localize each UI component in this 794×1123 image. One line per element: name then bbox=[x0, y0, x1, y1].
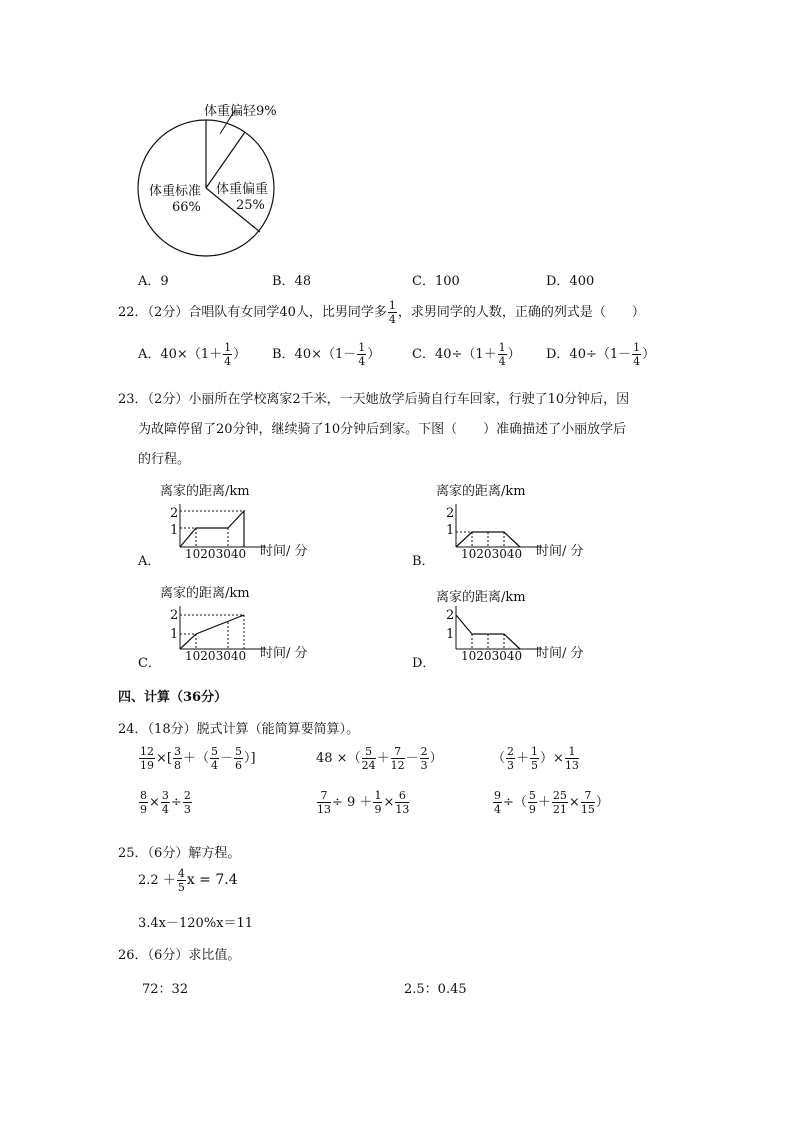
graph-c-ytick-1: 1 bbox=[170, 627, 179, 642]
graph-b-ytick-1: 1 bbox=[446, 523, 455, 538]
graph-c-line bbox=[180, 615, 244, 649]
q26-title: 26．（6分）求比值。 bbox=[118, 948, 241, 963]
graph-a-line bbox=[180, 511, 244, 547]
graph-b-ytick-2: 2 bbox=[446, 506, 455, 521]
graph-d-ytick-1: 1 bbox=[446, 627, 455, 642]
pie-label-light: 体重偏轻9% bbox=[204, 104, 277, 119]
graph-a-option: A． bbox=[138, 554, 161, 569]
graph-d-option: D． bbox=[412, 656, 436, 671]
q25-equation-2: 3.4x－120%x＝11 bbox=[138, 916, 254, 931]
graph-b-ylabel: 离家的距离/km bbox=[436, 484, 526, 499]
graph-c-ylabel: 离家的距离/km bbox=[160, 586, 250, 601]
q21-option-d: D．400 bbox=[546, 274, 595, 289]
graph-a-ylabel: 离家的距离/km bbox=[160, 484, 250, 499]
graph-a-xticks: 10203040 bbox=[185, 547, 247, 561]
graph-d-ylabel: 离家的距离/km bbox=[436, 590, 526, 605]
q24-expr-4: $\frac{8}{9}$ × $\frac{3}{4}$ ÷ $\frac{2}{3}$ bbox=[140, 789, 191, 816]
graph-a bbox=[178, 500, 268, 550]
q21-option-c: C．100 bbox=[412, 274, 460, 289]
graph-a-xlabel: 时间/ 分 bbox=[260, 544, 308, 559]
graph-b-xticks: 10203040 bbox=[461, 547, 523, 561]
graph-b bbox=[454, 500, 544, 550]
graph-c-option: C． bbox=[138, 656, 161, 671]
q22-option-c: C．40÷（1＋ $\frac{1}{4}$ ） bbox=[412, 341, 521, 368]
q26-ratio-1: 72：32 bbox=[142, 982, 189, 997]
q25-title: 25．（6分）解方程。 bbox=[118, 846, 241, 861]
q23-line3: 的行程。 bbox=[138, 452, 191, 467]
graph-a-ytick-2: 2 bbox=[170, 506, 179, 521]
q24-expr-6: $\frac{9}{4}$ ÷（ $\frac{5}{9}$ ＋ $\frac{25}{21}$ × $\frac{7}{15}$ ） bbox=[494, 789, 609, 816]
q21-option-b: B．48 bbox=[272, 274, 312, 289]
pie-label-heavy-value: 25% bbox=[236, 198, 265, 213]
q22-option-d: D．40÷（1－ $\frac{1}{4}$ ） bbox=[546, 341, 656, 368]
graph-c-ytick-2: 2 bbox=[170, 608, 179, 623]
q22-stem: 22．（2分）合唱队有女同学40人，比男同学多 $\frac{1}{4}$ ，求男同学的人数，正确的列式是（ ） bbox=[118, 299, 645, 326]
graph-a-ytick-1: 1 bbox=[170, 523, 179, 538]
q26-ratio-2: 2.5：0.45 bbox=[404, 982, 467, 997]
q24-expr-5: $\frac{7}{13}$ ÷ 9 ＋ $\frac{1}{9}$ × $\frac{6}{13}$ bbox=[317, 789, 410, 816]
q24-expr-2: 48 ×（ $\frac{5}{24}$ ＋ $\frac{7}{12}$ － $\frac{2}{3}$ ） bbox=[316, 745, 443, 772]
graph-d-xticks: 10203040 bbox=[461, 649, 523, 663]
graph-c-xticks: 10203040 bbox=[185, 649, 247, 663]
graph-c-xlabel: 时间/ 分 bbox=[260, 646, 308, 661]
pie-label-normal-name: 体重标准 bbox=[149, 184, 202, 199]
q22-option-a: A．40×（1＋ $\frac{1}{4}$ ） bbox=[138, 341, 247, 368]
graph-d-xlabel: 时间/ 分 bbox=[536, 646, 584, 661]
q25-equation-1: 2.2 ＋ $\frac{4}{5}$ x = 7.4 bbox=[138, 867, 238, 894]
pie-label-heavy-name: 体重偏重 bbox=[216, 182, 269, 197]
q21-option-a: A．9 bbox=[138, 274, 169, 289]
q24-expr-1: $\frac{12}{19}$ ×[ $\frac{3}{8}$ ＋（ $\frac{5}{4}$ － $\frac{5}{6}$ ）] bbox=[140, 745, 256, 772]
q22-option-b: B．40×（1－ $\frac{1}{4}$ ） bbox=[272, 341, 381, 368]
pie-label-normal-value: 66% bbox=[172, 200, 201, 215]
q24-expr-3: （ $\frac{2}{3}$ ＋ $\frac{1}{5}$ ）× $\frac{1}{13}$ bbox=[492, 745, 579, 772]
q24-title: 24．（18分）脱式计算（能简算要简算）。 bbox=[118, 722, 360, 737]
graph-b-xlabel: 时间/ 分 bbox=[536, 544, 584, 559]
graph-d bbox=[454, 602, 544, 652]
q23-line2: 为故障停留了20分钟，继续骑了10分钟后到家。下图（ ）准确描述了小丽放学后 bbox=[138, 422, 627, 437]
q23-line1: 23．（2分）小丽所在学校离家2千米，一天她放学后骑自行车回家，行驶了10分钟后，因 bbox=[118, 392, 630, 407]
graph-d-ytick-2: 2 bbox=[446, 608, 455, 623]
section-heading: 四、计算（36分） bbox=[118, 690, 228, 705]
graph-b-option: B． bbox=[412, 554, 435, 569]
graph-c bbox=[178, 602, 268, 652]
